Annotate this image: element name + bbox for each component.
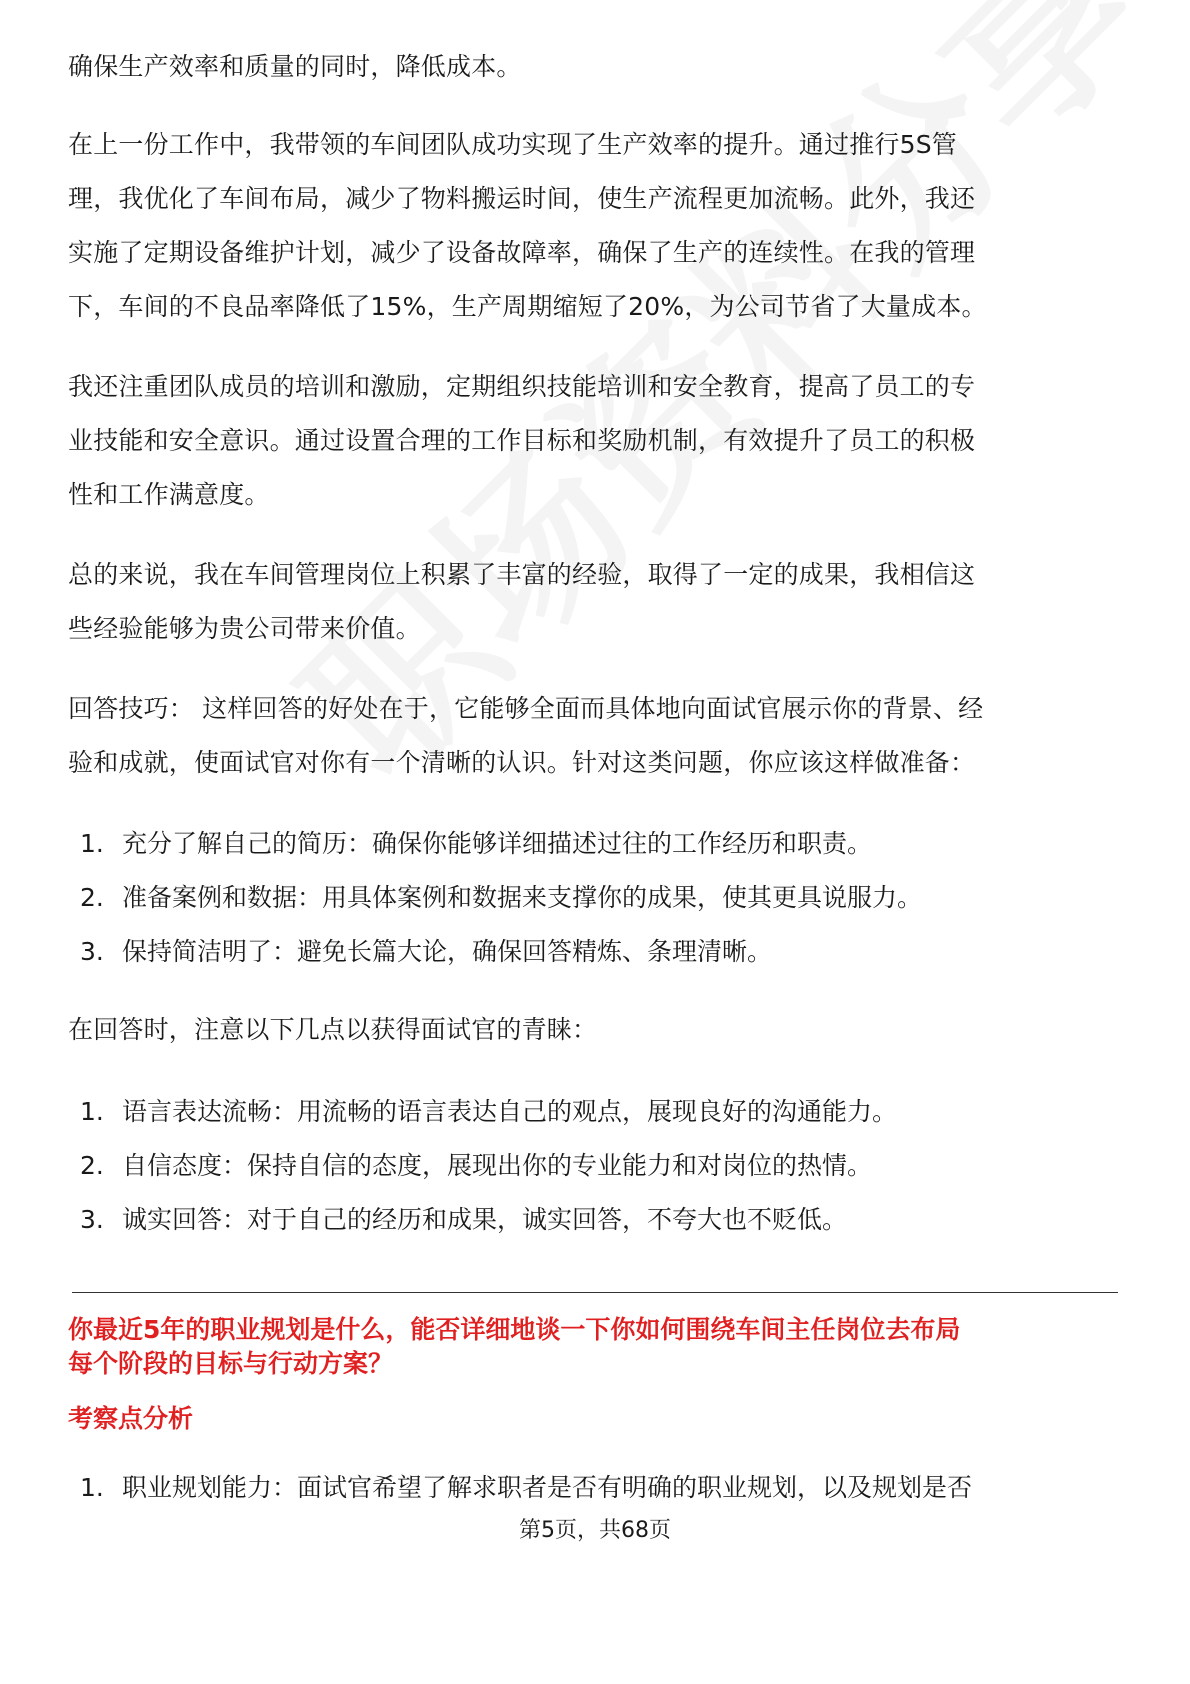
attention-list — [68, 1094, 1118, 1238]
paragraph-line: 理，我优化了车间布局，减少了物料搬运时间，使生产流程更加流畅。此外，我还 — [68, 184, 976, 213]
list-number: 3. — [80, 937, 104, 966]
paragraph-line: 在上一份工作中，我带领的车间团队成功实现了生产效率的提升。通过推行5S管 — [68, 130, 957, 159]
analysis-heading: 考察点分析 — [68, 1404, 194, 1433]
question-heading-line: 你最近5年的职业规划是什么，能否详细地谈一下你如何围绕车间主任岗位去布局 — [68, 1315, 961, 1344]
page-footer: 第5页，共68页 — [519, 1518, 671, 1543]
list-text: 职业规划能力：面试官希望了解求职者是否有明确的职业规划，以及规划是否 — [122, 1473, 973, 1502]
paragraph-summary — [68, 548, 975, 656]
paragraph-line: 我还注重团队成员的培训和激励，定期组织技能培训和安全教育，提高了员工的专 — [68, 372, 976, 401]
list-text: 充分了解自己的简历：确保你能够详细描述过往的工作经历和职责。 — [122, 829, 873, 858]
list-number: 2. — [80, 1151, 104, 1180]
list-item — [68, 826, 1118, 862]
paragraph-intro: 确保生产效率和质量的同时，降低成本。 — [68, 52, 522, 81]
analysis-list — [68, 1470, 1128, 1506]
paragraph-line: 性和工作满意度。 — [68, 480, 270, 509]
list-number: 3. — [80, 1205, 104, 1234]
list-number: 2. — [80, 883, 104, 912]
section-divider — [72, 1292, 1118, 1293]
list-item — [68, 934, 1118, 970]
list-text: 准备案例和数据：用具体案例和数据来支撑你的成果，使其更具说服力。 — [122, 883, 923, 912]
paragraph-line: 些经验能够为贵公司带来价值。 — [68, 614, 421, 643]
preparation-list — [68, 826, 1118, 970]
question-heading-line: 每个阶段的目标与行动方案？ — [68, 1349, 394, 1378]
list-item — [68, 880, 1118, 916]
paragraph-experience — [68, 118, 987, 334]
list-text: 诚实回答：对于自己的经历和成果，诚实回答，不夸大也不贬低。 — [122, 1205, 848, 1234]
paragraph-line: 回答技巧： 这样回答的好处在于，它能够全面而具体地向面试官展示你的背景、经 — [68, 694, 984, 723]
list-number: 1. — [80, 829, 104, 858]
list-item — [68, 1094, 1118, 1130]
paragraph-attention: 在回答时，注意以下几点以获得面试官的青睐： — [68, 1015, 598, 1044]
list-item — [68, 1148, 1118, 1184]
paragraph-training — [68, 360, 975, 522]
list-text: 语言表达流畅：用流畅的语言表达自己的观点，展现良好的沟通能力。 — [122, 1097, 898, 1126]
paragraph-line: 下，车间的不良品率降低了15%，生产周期缩短了20%，为公司节省了大量成本。 — [68, 292, 987, 321]
paragraph-line: 实施了定期设备维护计划，减少了设备故障率，确保了生产的连续性。在我的管理 — [68, 238, 976, 267]
list-item — [68, 1202, 1118, 1238]
list-item — [68, 1470, 1128, 1506]
question-block — [68, 1313, 1128, 1381]
paragraph-line: 业技能和安全意识。通过设置合理的工作目标和奖励机制，有效提升了员工的积极 — [68, 426, 976, 455]
paragraph-line: 验和成就，使面试官对你有一个清晰的认识。针对这类问题，你应该这样做准备： — [68, 748, 976, 777]
list-text: 保持简洁明了：避免长篇大论，确保回答精炼、条理清晰。 — [122, 937, 773, 966]
paragraph-line: 总的来说，我在车间管理岗位上积累了丰富的经验，取得了一定的成果，我相信这 — [68, 560, 976, 589]
list-text: 自信态度：保持自信的态度，展现出你的专业能力和对岗位的热情。 — [122, 1151, 873, 1180]
list-number: 1. — [80, 1473, 104, 1502]
paragraph-tips — [68, 682, 983, 790]
list-number: 1. — [80, 1097, 104, 1126]
